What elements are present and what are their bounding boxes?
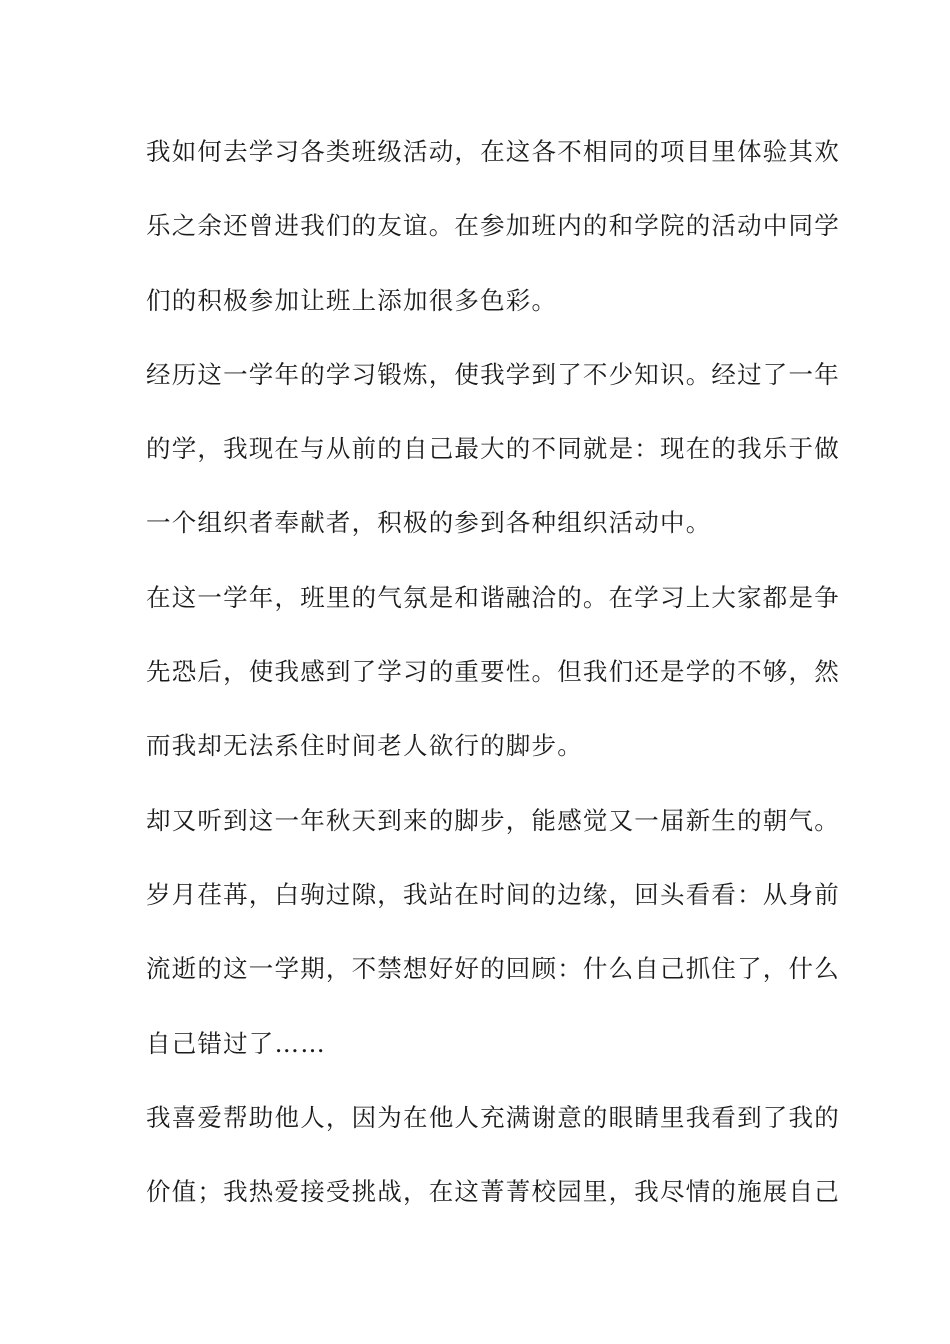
text-line-5: 的学，我现在与从前的自己最大的不同就是：现在的我乐于做 bbox=[146, 434, 840, 464]
text-line-12: 流逝的这一学期，不禁想好好的回顾：什么自己抓住了，什么 bbox=[146, 954, 840, 984]
text-line-15: 价值；我热爱接受挑战，在这菁菁校园里，我尽情的施展自己 bbox=[146, 1177, 840, 1207]
text-line-8: 先恐后，使我感到了学习的重要性。但我们还是学的不够，然 bbox=[146, 657, 840, 687]
text-line-2: 乐之余还曾进我们的友谊。在参加班内的和学院的活动中同学 bbox=[146, 211, 840, 241]
text-line-9: 而我却无法系住时间老人欲行的脚步。 bbox=[146, 731, 583, 761]
text-line-10: 却又听到这一年秋天到来的脚步，能感觉又一届新生的朝气。 bbox=[146, 805, 840, 835]
text-line-1: 我如何去学习各类班级活动，在这各不相同的项目里体验其欢 bbox=[146, 137, 840, 166]
text-line-7: 在这一学年，班里的气氛是和谐融洽的。在学习上大家都是争 bbox=[146, 582, 840, 612]
text-line-13: 自己错过了…… bbox=[146, 1028, 326, 1058]
text-line-4: 经历这一学年的学习锻炼，使我学到了不少知识。经过了一年 bbox=[146, 359, 840, 389]
document-body bbox=[146, 130, 840, 1244]
text-line-6: 一个组织者奉献者，积极的参到各种组织活动中。 bbox=[146, 508, 712, 538]
text-line-14: 我喜爱帮助他人，因为在他人充满谢意的眼睛里我看到了我的 bbox=[146, 1102, 840, 1132]
text-line-3: 们的积极参加让班上添加很多色彩。 bbox=[146, 285, 558, 315]
text-line-11: 岁月荏苒，白驹过隙，我站在时间的边缘，回头看看：从身前 bbox=[146, 879, 840, 909]
